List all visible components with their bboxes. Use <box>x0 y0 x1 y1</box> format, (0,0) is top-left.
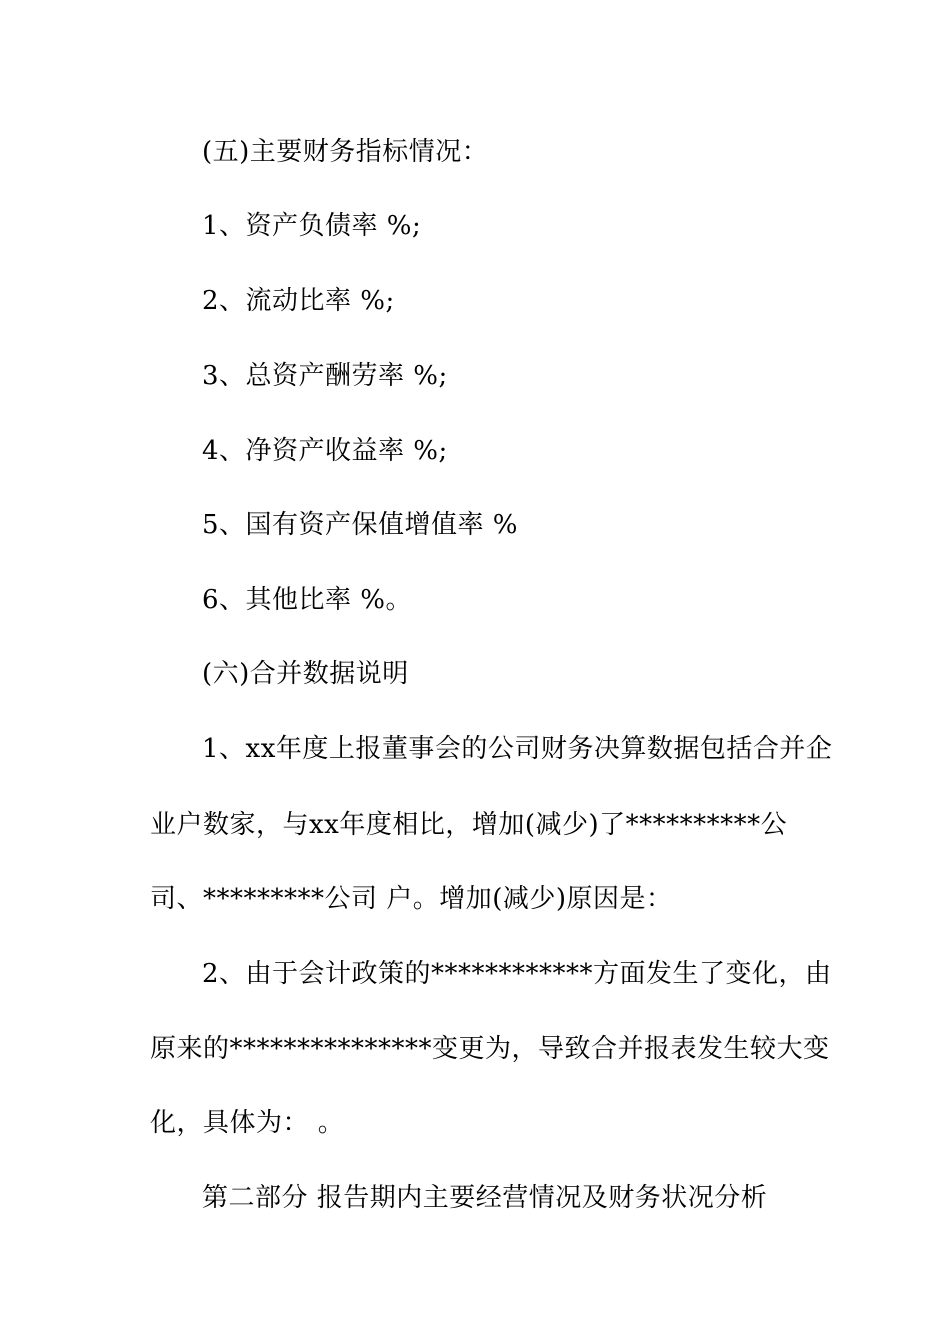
paragraph-line: 化，具体为： 。 <box>150 1108 345 1138</box>
paragraph-line: 业户数家，与xx年度相比，增加(减少)了**********公 <box>150 810 788 840</box>
part-heading: 第二部分 报告期内主要经营情况及财务状况分析 <box>202 1183 768 1213</box>
indicator-item: 5、国有资产保值增值率 % <box>202 510 519 540</box>
section-heading-5: (五)主要财务指标情况： <box>202 137 489 167</box>
indicator-item: 4、净资产收益率 %; <box>202 436 448 466</box>
paragraph-line: 司、*********公司 户。增加(减少)原因是： <box>150 884 673 914</box>
paragraph-line: 2、由于会计政策的************方面发生了变化，由 <box>202 959 832 989</box>
indicator-item: 3、总资产酬劳率 %; <box>202 361 448 391</box>
section-heading-6: (六)合并数据说明 <box>202 659 409 689</box>
paragraph-line: 1、xx年度上报董事会的公司财务决算数据包括合并企 <box>202 734 833 764</box>
paragraph-line: 原来的***************变更为，导致合并报表发生较大变 <box>150 1034 830 1064</box>
indicator-item: 6、其他比率 %。 <box>202 585 413 615</box>
indicator-item: 1、资产负债率 %; <box>202 211 422 241</box>
indicator-item: 2、流动比率 %; <box>202 286 395 316</box>
